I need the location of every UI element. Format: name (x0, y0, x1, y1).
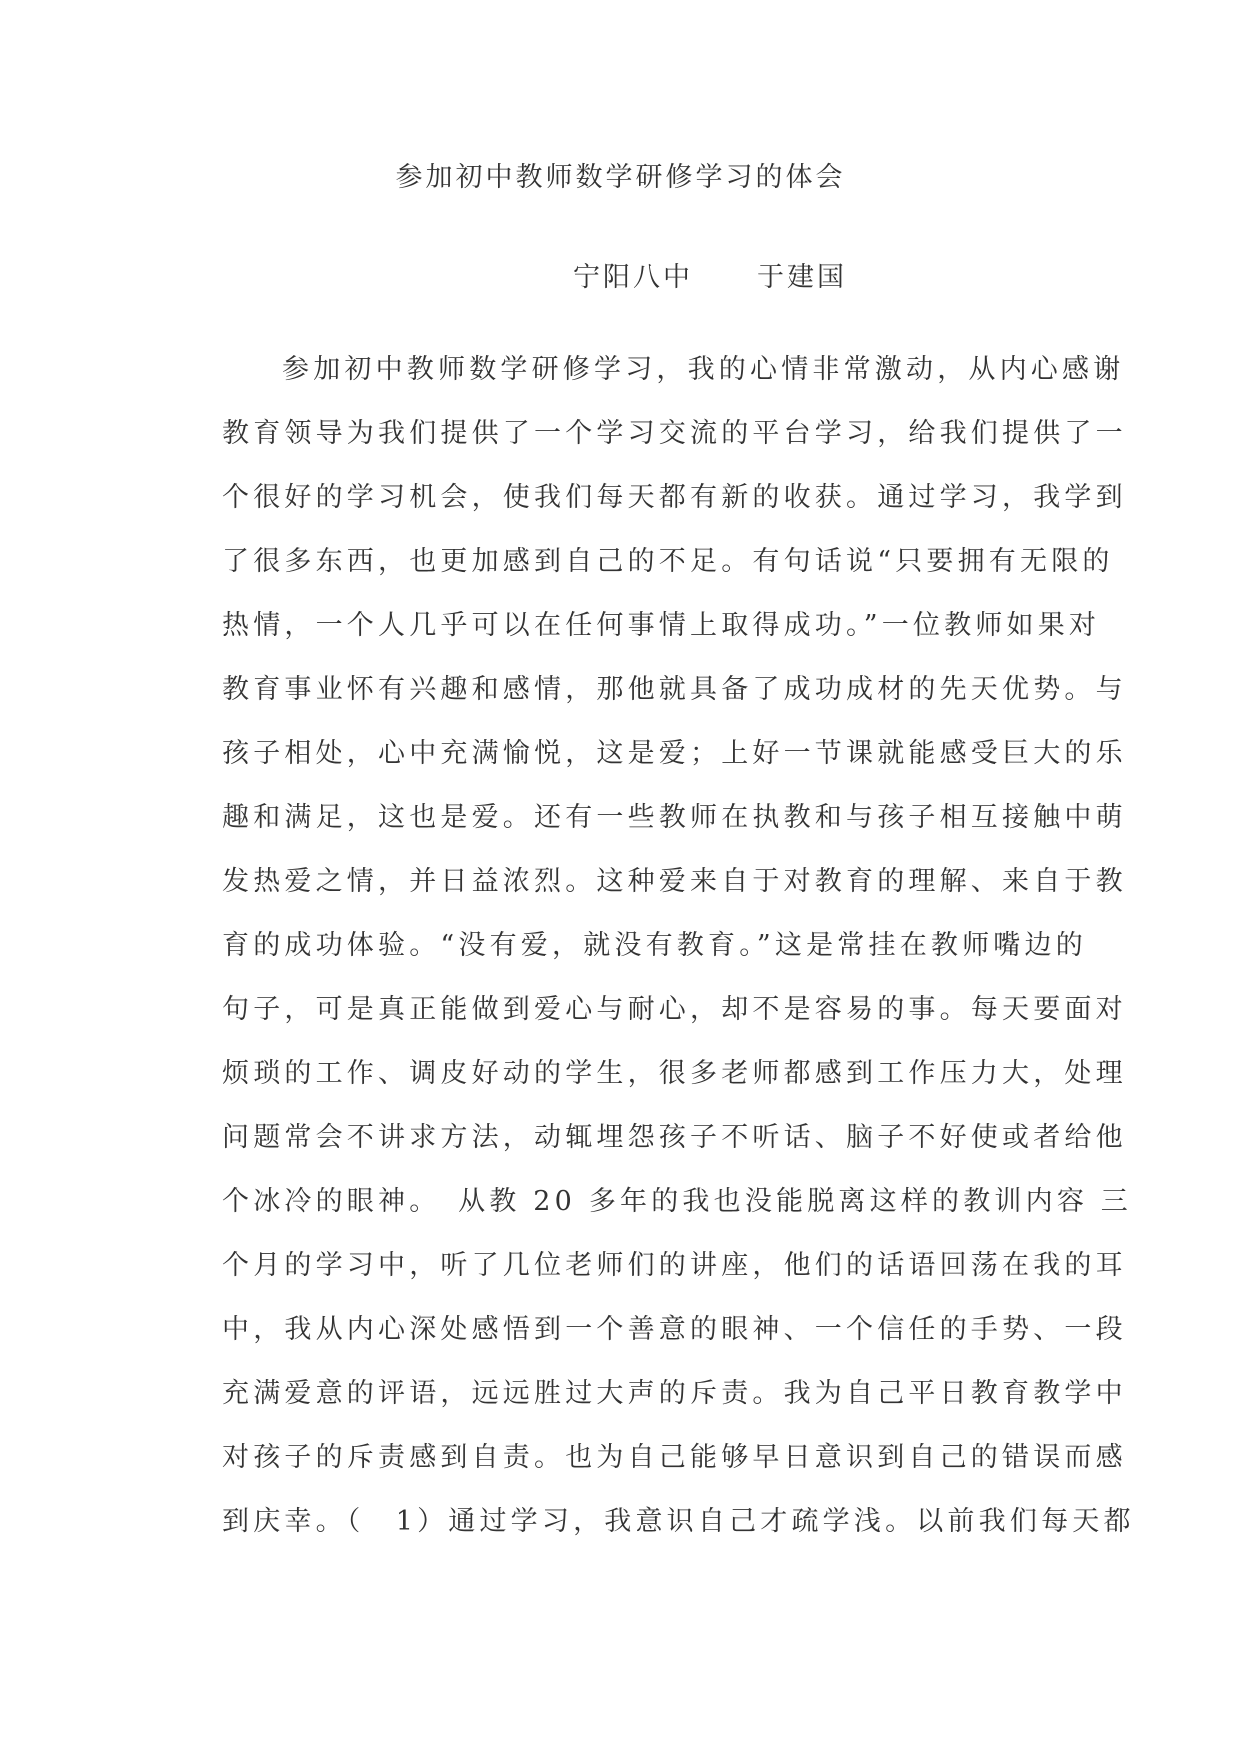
text-line: 发热爱之情，并日益浓烈。这种爱来自于对教育的理解、来自于教 (222, 866, 1127, 897)
text-line: 句子，可是真正能做到爱心与耐心，却不是容易的事。每天要面对 (222, 994, 1127, 1025)
text-line: 中，我从内心深处感悟到一个善意的眼神、一个信任的手势、一段 (222, 1314, 1127, 1345)
text-line: 个很好的学习机会，使我们每天都有新的收获。通过学习，我学到 (222, 482, 1127, 513)
text-line: 了很多东西，也更加感到自己的不足。有句话说“只要拥有无限的 (222, 546, 1114, 577)
text-line: 参加初中教师数学研修学习，我的心情非常激动，从内心感谢 (282, 354, 1125, 385)
text-line: 问题常会不讲求方法，动辄埋怨孩子不听话、脑子不好使或者给他 (222, 1122, 1127, 1153)
text-line: 孩子相处，心中充满愉悦，这是爱；上好一节课就能感受巨大的乐 (222, 738, 1127, 769)
text-line: 教育领导为我们提供了一个学习交流的平台学习，给我们提供了一 (222, 418, 1127, 449)
body-paragraph (222, 350, 1135, 1566)
text-line: 到庆幸。（ 1）通过学习，我意识自己才疏学浅。以前我们每天都 (222, 1506, 1135, 1537)
text-line: 个月的学习中，听了几位老师们的讲座，他们的话语回荡在我的耳 (222, 1250, 1127, 1281)
text-line: 个冰冷的眼神。 从教 20 多年的我也没能脱离这样的教训内容 三 (222, 1186, 1133, 1217)
author-name: 于建国 (757, 262, 847, 293)
school-name: 宁阳八中 (573, 262, 693, 293)
document-title: 参加初中教师数学研修学习的体会 (395, 162, 846, 193)
text-line: 充满爱意的评语，远远胜过大声的斥责。我为自己平日教育教学中 (222, 1378, 1127, 1409)
text-line: 育的成功体验。“没有爱，就没有教育。”这是常挂在教师嘴边的 (222, 930, 1087, 961)
text-line: 热情，一个人几乎可以在任何事情上取得成功。”一位教师如果对 (222, 610, 1101, 641)
text-line: 教育事业怀有兴趣和感情，那他就具备了成功成材的先天优势。与 (222, 674, 1127, 705)
text-line: 对孩子的斥责感到自责。也为自己能够早日意识到自己的错误而感 (222, 1442, 1127, 1473)
byline (573, 258, 847, 298)
text-line: 烦琐的工作、调皮好动的学生，很多老师都感到工作压力大，处理 (222, 1058, 1127, 1089)
text-line: 趣和满足，这也是爱。还有一些教师在执教和与孩子相互接触中萌 (222, 802, 1127, 833)
